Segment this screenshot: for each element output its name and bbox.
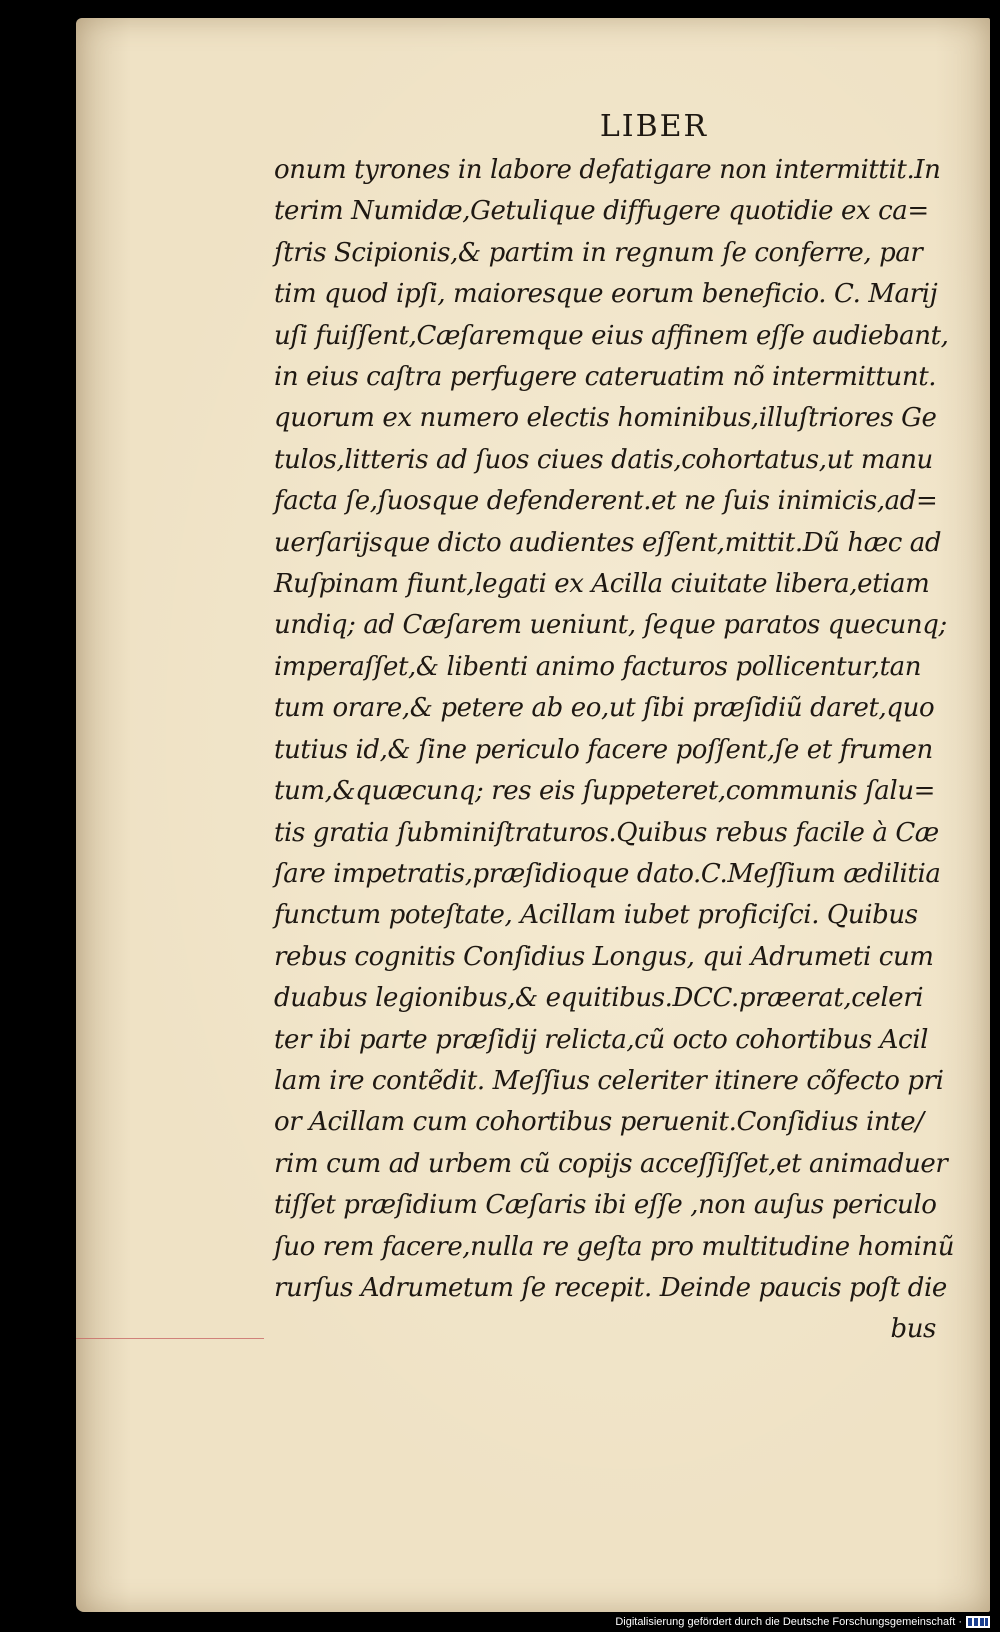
text-line: tiſſet præſidium Cæſaris ibi eſſe ,non auſus periculo xyxy=(274,1190,937,1221)
text-line: ſtris Scipionis,& partim in regnum ſe conferre, par xyxy=(274,237,923,268)
text-line: facta ſe,ſuosque defenderent.et ne ſuis inimicis,ad= xyxy=(274,486,938,517)
text-line: lam ire contẽdit. Meſſius celeriter itinere cõfecto pri xyxy=(274,1065,944,1096)
text-line: rebus cognitis Conſidius Longus, qui Adrumeti cum xyxy=(274,941,934,972)
footer-credit-text: Digitalisierung gefördert durch die Deutsche Forschungsgemeinschaft · xyxy=(615,1616,962,1628)
text-line: or Acillam cum cohortibus peruenit.Conſidius inte/ xyxy=(274,1107,924,1138)
page-text-block xyxy=(274,104,954,1351)
text-line: tutius id,& ſine periculo facere poſſent,ſe et frumen xyxy=(274,734,933,765)
text-line: duabus legionibus,& equitibus.DCC.præerat,celeri xyxy=(274,983,924,1014)
text-line: functum poteſtate, Acillam iubet proficiſci. Quibus xyxy=(274,900,918,931)
digitization-footer xyxy=(615,1614,990,1630)
text-line: terim Numidæ,Getulique diffugere quotidie ex ca= xyxy=(274,196,929,227)
text-line: ſuo rem facere,nulla re geſta pro multitudine hominũ xyxy=(274,1231,955,1262)
text-line: tim quod ipſi, maioresque eorum beneficio. C. Marij xyxy=(274,279,938,310)
text-line: rurſus Adrumetum ſe recepit. Deinde paucis poſt die xyxy=(274,1272,947,1303)
text-line: uerſarijsque dicto audientes eſſent,mittit.Dũ hæc ad xyxy=(274,527,942,558)
text-line: Ruſpinam fiunt,legati ex Acilla ciuitate libera,etiam xyxy=(274,569,930,600)
text-line: ſare impetratis,præſidioque dato.C.Meſſium ædilitia xyxy=(274,858,941,889)
catchword: bus xyxy=(890,1314,936,1345)
text-line: in eius caſtra perfugere cateruatim nõ intermittunt. xyxy=(274,362,937,393)
text-line: ter ibi parte præſidij relicta,cũ octo cohortibus Acil xyxy=(274,1024,929,1055)
text-line: tulos,litteris ad ſuos ciues datis,cohortatus,ut manu xyxy=(274,444,933,475)
text-line: rim cum ad urbem cũ copijs acceſſiſſet,et animaduer xyxy=(274,1148,948,1179)
text-line: uſi fuiſſent,Cæſaremque eius affinem eſſe audiebant, xyxy=(274,320,949,351)
text-line: undiq; ad Cæſarem ueniunt, ſeque paratos quecunq; xyxy=(274,610,947,641)
text-line: tis gratia ſubminiſtraturos.Quibus rebus facile à Cæ xyxy=(274,817,939,848)
text-line: imperaſſet,& libenti animo facturos pollicentur,tan xyxy=(274,651,922,682)
dfg-logo-icon xyxy=(966,1616,990,1628)
page-fold-line xyxy=(76,1338,264,1339)
text-line: tum orare,& petere ab eo,ut ſibi præſidiũ daret,quo xyxy=(274,693,935,724)
running-head: LIBER xyxy=(599,109,709,144)
text-line: tum,&quæcunq; res eis ſuppeteret,communis ſalu= xyxy=(274,776,936,807)
text-line: quorum ex numero electis hominibus,illuſtriores Ge xyxy=(274,403,937,434)
text-line: onum tyrones in labore defatigare non intermittit.In xyxy=(274,155,941,185)
